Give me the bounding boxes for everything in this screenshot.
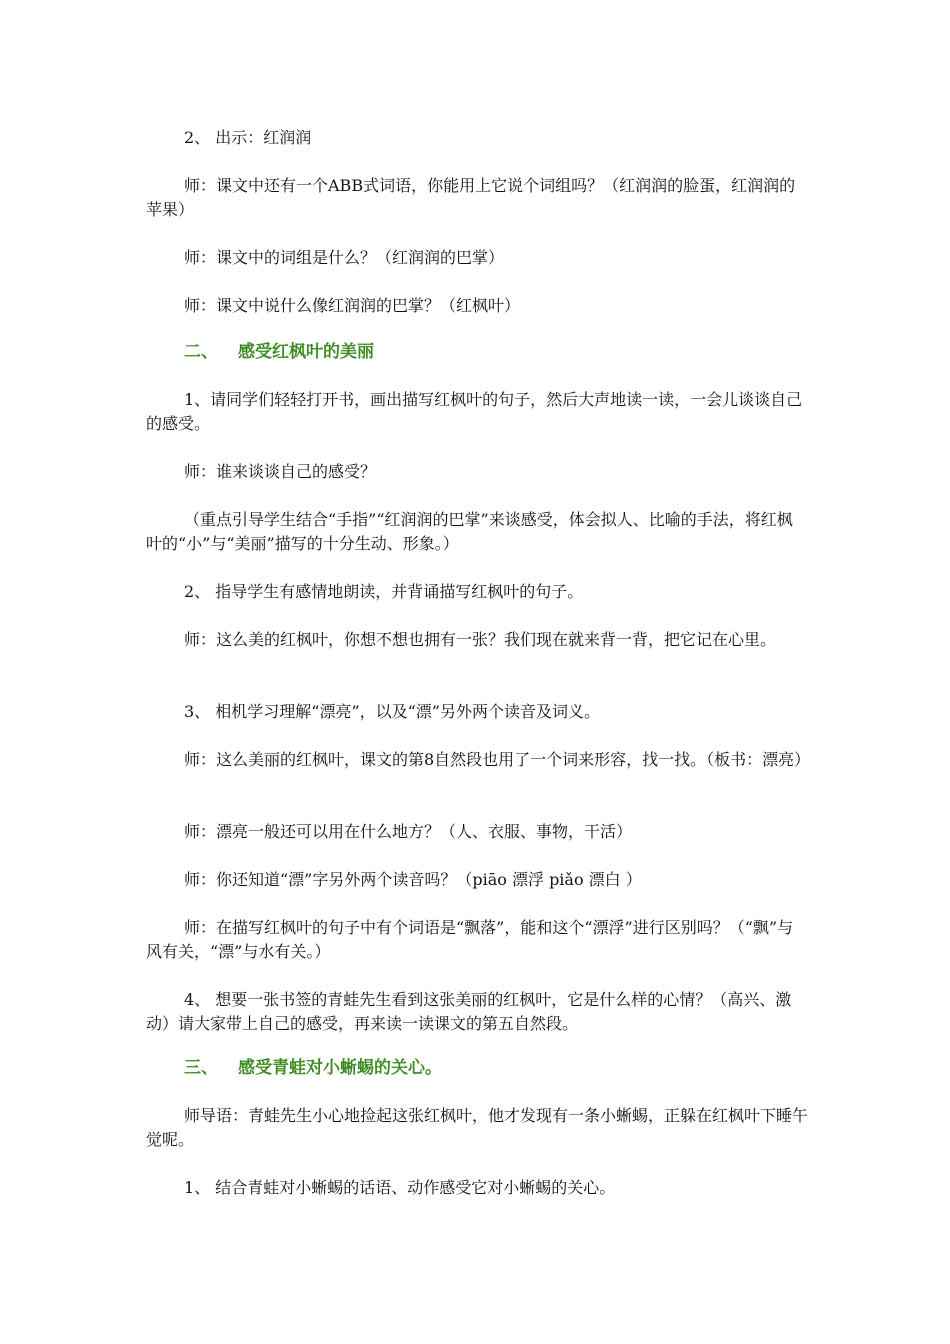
section-heading-2 — [146, 340, 808, 364]
paragraph-abb-word: 师：课文中还有一个ABB式词语，你能用上它说个词组吗？（红润润的脸蛋，红润润的苹果） — [146, 176, 796, 219]
paragraph-who-talks: 师：谁来谈谈自己的感受？ — [184, 462, 377, 481]
paragraph-guidance-note: （重点引导学生结合“手指”“红润润的巴掌”来谈感受，体会拟人、比喻的手法，将红枫叶的“小”与“美丽”描写的十分生动、形象。） — [146, 510, 793, 553]
paragraph-open-book: 1、请同学们轻轻打开书，画出描写红枫叶的句子，然后大声地读一读，一会儿谈谈自己的感受。 — [146, 390, 803, 433]
section-number: 三、 — [184, 1058, 218, 1078]
section-title: 感受红枫叶的美丽 — [238, 342, 374, 362]
paragraph-teacher-intro: 师导语：青蛙先生小心地捡起这张红枫叶，他才发现有一条小蜥蜴，正躲在红枫叶下睡午觉呢。 — [146, 1106, 809, 1149]
paragraph-find-word: 师：这么美丽的红枫叶，课文的第8自然段也用了一个词来形容，找一找。（板书：漂亮） — [184, 750, 811, 769]
paragraph-distinguish: 师：在描写红枫叶的句子中有个词语是“飘落”，能和这个“漂浮”进行区别吗？（“飘”与风有关，“漂”与水有关。） — [146, 918, 794, 961]
paragraph-care-lizard: 1、 结合青蛙对小蜥蜴的话语、动作感受它对小蜥蜴的关心。 — [184, 1178, 616, 1197]
paragraph-phrase-question: 师：课文中的词组是什么？（红润润的巴掌） — [184, 248, 505, 267]
paragraph-memorize: 师：这么美的红枫叶，你想不想也拥有一张？我们现在就来背一背，把它记在心里。 — [184, 630, 777, 649]
paragraph-what-like: 师：课文中说什么像红润润的巴掌？（红枫叶） — [184, 296, 521, 315]
section-number: 二、 — [184, 342, 218, 362]
paragraph-show-word: 2、 出示：红润润 — [184, 128, 312, 147]
paragraph-pronunciations: 师：你还知道“漂”字另外两个读音吗？（piāo 漂浮 piǎo 漂白 ） — [184, 870, 642, 889]
paragraph-where-used: 师：漂亮一般还可以用在什么地方？（人、衣服、事物，干活） — [184, 822, 633, 841]
paragraph-piaoliang: 3、 相机学习理解“漂亮”，以及“漂”另外两个读音及词义。 — [184, 702, 600, 721]
section-heading-3 — [146, 1056, 808, 1080]
paragraph-read-aloud: 2、 指导学生有感情地朗读，并背诵描写红枫叶的句子。 — [184, 582, 584, 601]
paragraph-frog-feeling: 4、 想要一张书签的青蛙先生看到这张美丽的红枫叶，它是什么样的心情？（高兴、激动）请大家带上自己的感受，再来读一读课文的第五自然段。 — [146, 990, 792, 1033]
section-title: 感受青蛙对小蜥蜴的关心。 — [238, 1058, 442, 1078]
